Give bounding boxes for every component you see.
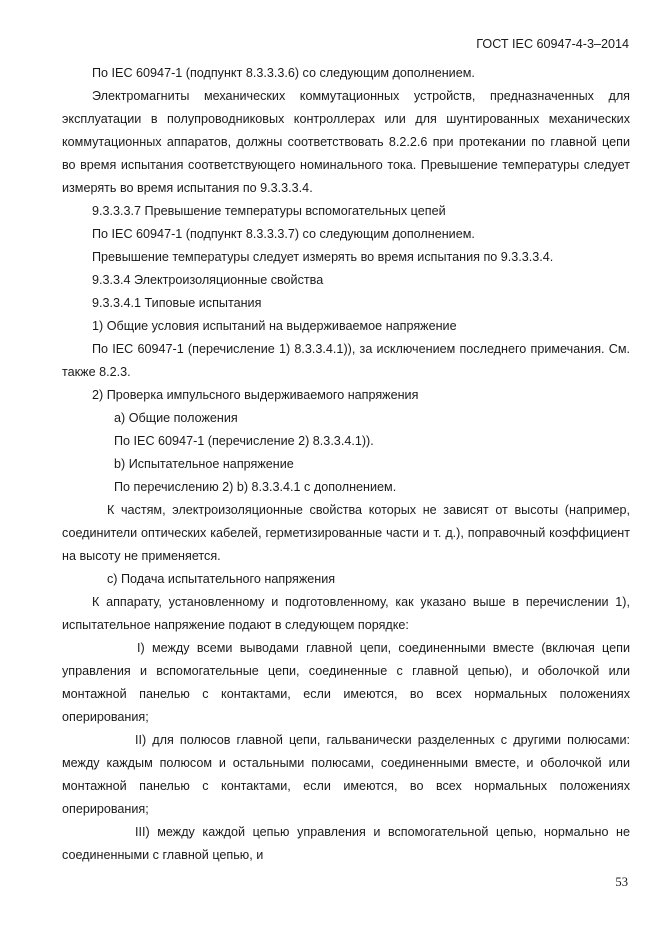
paragraph: По IEC 60947-1 (подпункт 8.3.3.3.7) со следующим дополнением. — [92, 227, 475, 241]
paragraph: По перечислению 2) b) 8.3.3.4.1 с дополнением. — [114, 480, 397, 494]
standard-header: ГОСТ IEC 60947-4-3–2014 — [476, 37, 629, 51]
paragraph: К частям, электроизоляционные свойства которых не зависят от высоты (например, соединители оптических кабелей, герметизированные части и т. д.), поправочный коэффициент на высоту не применяется. — [62, 503, 630, 563]
paragraph: К аппарату, установленному и подготовленному, как указано выше в перечислении 1), испытательное напряжение подают в следующем порядке: — [62, 595, 630, 632]
section-heading: 9.3.3.4.1 Типовые испытания — [92, 296, 262, 310]
sub-list-item: b) Испытательное напряжение — [114, 457, 294, 471]
list-item: 1) Общие условия испытаний на выдерживаемое напряжение — [92, 319, 457, 333]
page-number: 53 — [615, 875, 628, 889]
section-heading: 9.3.3.3.7 Превышение температуры вспомогательных цепей — [92, 204, 446, 218]
paragraph: Электромагниты механических коммутационных устройств, предназначенных для эксплуатации в полупроводниковых контроллерах или для шунтированных механических коммутационных аппаратов, должны соответствовать 8.2.2.6 при протекании по главной цепи во время испытания соответствующего номинального тока. Превышение температуры следует измерять во время испытания по 9.3.3.3.4. — [62, 89, 630, 195]
roman-list-item: III) между каждой цепью управления и вспомогательной цепью, нормально не соединенными с главной цепью, и — [62, 825, 630, 862]
list-item: 2) Проверка импульсного выдерживаемого напряжения — [92, 388, 419, 402]
paragraph: По IEC 60947-1 (подпункт 8.3.3.3.6) со следующим дополнением. — [92, 66, 475, 80]
roman-list-item: I) между всеми выводами главной цепи, соединенными вместе (включая цепи управления и вспомогательные цепи, соединенные с главной цепью), и оболочкой или монтажной панелью с контактами, если имеются, во всех нормальных положениях оперирования; — [62, 641, 630, 724]
section-heading: 9.3.3.4 Электроизоляционные свойства — [92, 273, 324, 287]
paragraph: По IEC 60947-1 (перечисление 2) 8.3.3.4.1)). — [114, 434, 374, 448]
document-body — [62, 62, 630, 867]
paragraph: Превышение температуры следует измерять во время испытания по 9.3.3.3.4. — [92, 250, 554, 264]
paragraph: По IEC 60947-1 (перечисление 1) 8.3.3.4.1)), за исключением последнего примечания. См. также 8.2.3. — [62, 342, 630, 379]
sub-list-item: c) Подача испытательного напряжения — [107, 572, 336, 586]
roman-list-item: II) для полюсов главной цепи, гальванически разделенных с другими полюсами: между каждым полюсом и остальными полюсами, соединенными вместе, и оболочкой или монтажной панелью с контактами, если имеются, во всех нормальных положениях оперирования; — [62, 733, 630, 816]
sub-list-item: a) Общие положения — [114, 411, 238, 425]
